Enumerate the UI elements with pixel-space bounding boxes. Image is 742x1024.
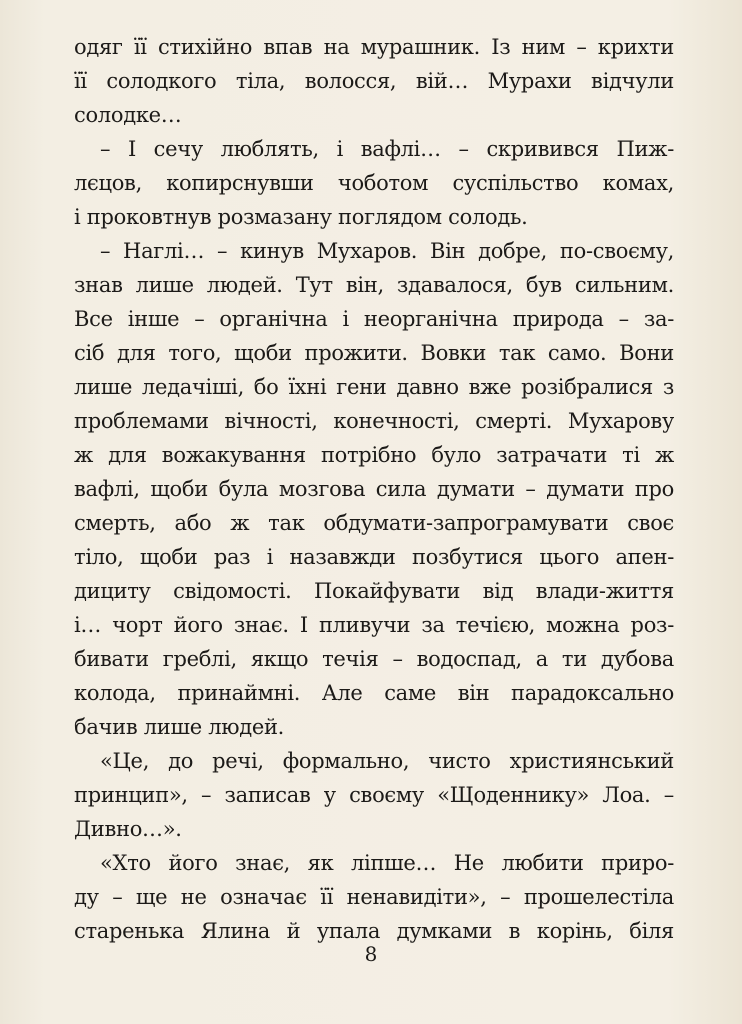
text-line: – І сечу люблять, і вафлі… – скривився Пиж-	[100, 137, 674, 161]
text-line: сіб для того, щоби прожити. Вовки так само. Вони	[74, 341, 674, 365]
body-text	[74, 30, 674, 948]
text-line: і… чорт його знає. І пливучи за течією, можна роз-	[74, 613, 674, 637]
text-line: лєцов, копирснувши чоботом суспільство комах,	[74, 171, 674, 195]
text-line: Все інше – органічна і неорганічна природа – за-	[74, 307, 674, 331]
text-line: старенька Ялина й упала думками в корінь, біля	[74, 919, 674, 943]
text-line: дициту свідомості. Покайфувати від влади-життя	[74, 579, 674, 603]
text-line: «Це, до речі, формально, чисто християнський	[100, 749, 674, 773]
text-line: смерть, або ж так обдумати-запрограмувати своє	[74, 511, 674, 535]
text-line: бачив лише людей.	[74, 715, 285, 739]
text-line: тіло, щоби раз і назавжди позбутися цього апен-	[74, 545, 674, 569]
text-line: її солодкого тіла, волосся, вій… Мурахи відчули	[74, 69, 674, 93]
text-line: «Хто його знає, як ліпше… Не любити приро-	[100, 851, 674, 875]
text-line: ж для вожакування потрібно було затрачати ті ж	[74, 443, 674, 467]
text-line: колода, принаймні. Але саме він парадоксально	[74, 681, 674, 705]
page-number: 8	[364, 942, 378, 966]
text-line: солодке…	[74, 103, 182, 127]
text-line: знав лише людей. Тут він, здавалося, був сильним.	[74, 273, 674, 297]
text-line: лише ледачіші, бо їхні гени давно вже розібралися з	[74, 375, 674, 399]
text-line: одяг її стихійно впав на мурашник. Із ним – крихти	[74, 35, 674, 59]
text-line: – Наглі… – кинув Мухаров. Він добре, по-своєму,	[100, 239, 674, 263]
text-line: ду – ще не означає її ненавидіти», – прошелестіла	[74, 885, 674, 909]
text-line: проблемами вічності, конечності, смерті. Мухарову	[74, 409, 674, 433]
text-line: вафлі, щоби була мозгова сила думати – думати про	[74, 477, 674, 501]
text-line: Дивно…».	[74, 817, 182, 841]
text-line: бивати греблі, якщо течія – водоспад, а ти дубова	[74, 647, 674, 671]
text-line: принцип», – записав у своєму «Щоденнику» Лоа. –	[74, 783, 674, 807]
text-line: і проковтнув розмазану поглядом солодь.	[74, 205, 528, 229]
